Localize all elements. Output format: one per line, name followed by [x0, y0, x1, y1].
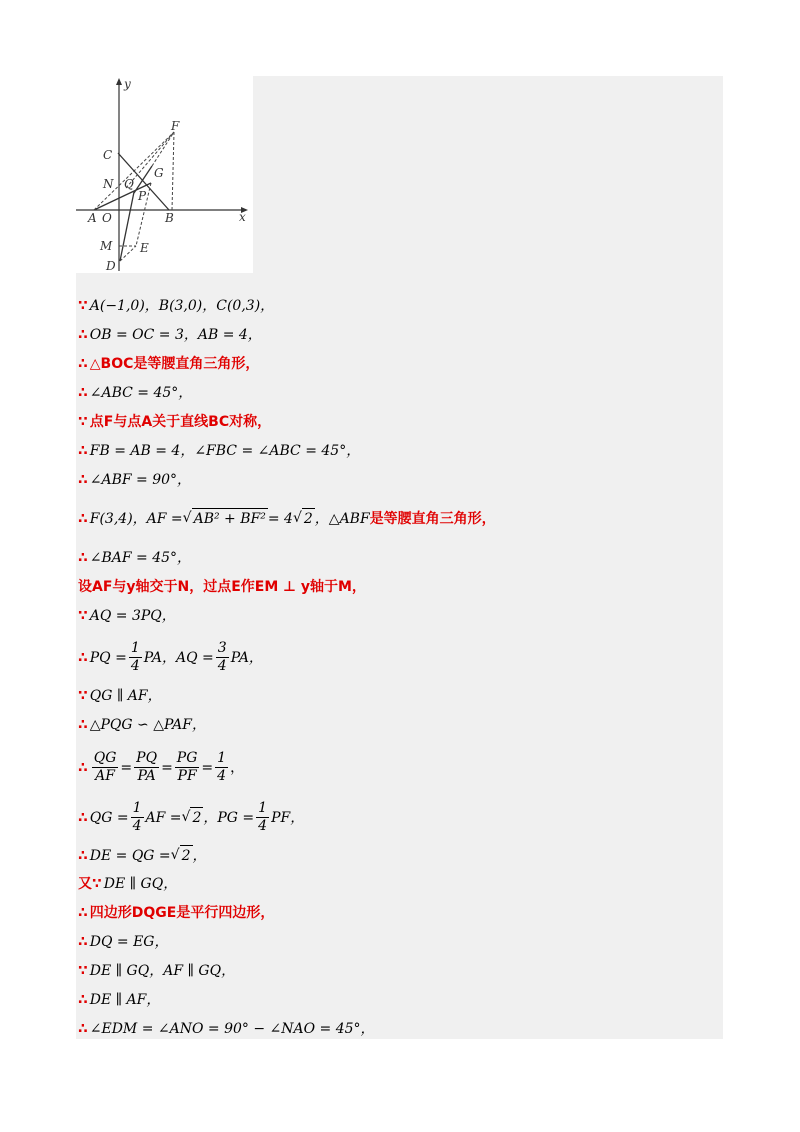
fraction: [215, 750, 228, 785]
solution-line: [78, 961, 235, 981]
line-text: ∠ABF = 90°，: [89, 472, 192, 488]
line-text: AF =: [145, 809, 182, 826]
solution-line: [78, 1019, 375, 1039]
numerator: QG: [93, 750, 117, 766]
solution-line: [78, 354, 259, 374]
line-text: ∠EDM = ∠ANO = 90° − ∠NAO = 45°，: [89, 1021, 375, 1037]
line-text: DE ∥ GQ，AF ∥ GQ，: [89, 963, 236, 979]
sqrt-expression: √ 2: [170, 847, 191, 864]
therefore-symbol: ∴: [78, 356, 88, 372]
denominator: PF: [177, 768, 197, 784]
because-symbol: ∵: [78, 608, 88, 624]
numerator: 1: [130, 640, 140, 656]
therefore-symbol: ∴: [78, 934, 88, 950]
solution-line: [78, 325, 262, 345]
solution-line: [78, 383, 192, 403]
denominator: 4: [217, 658, 227, 674]
fraction: [129, 640, 142, 675]
label-A: A: [88, 211, 97, 225]
numerator: PQ: [136, 750, 158, 766]
fraction: [134, 750, 159, 785]
line-text: DE ∥ GQ，: [103, 876, 178, 892]
therefore-symbol: ∴: [78, 992, 88, 1008]
because-symbol: ∵: [78, 298, 88, 314]
line-text: △BOC是等腰直角三角形，: [89, 356, 260, 372]
fraction: [216, 640, 229, 675]
line-text: QG =: [89, 809, 129, 826]
solution-line: [78, 606, 176, 626]
denominator: PA: [137, 768, 156, 784]
denominator: 4: [258, 818, 268, 834]
therefore-symbol: ∴: [78, 443, 88, 459]
radicand: 2: [180, 845, 193, 866]
label-x: x: [239, 210, 246, 224]
line-text: DE ∥ AF，: [89, 992, 161, 1008]
denominator: 4: [132, 818, 142, 834]
because-symbol: ∵: [78, 414, 88, 430]
solution-line: [78, 874, 177, 894]
line-text: ，PG =: [203, 809, 255, 826]
line-DQ: [120, 192, 134, 261]
therefore-symbol: ∴: [78, 905, 88, 921]
line-text: DQ = EG，: [89, 934, 169, 950]
label-E: E: [140, 241, 149, 255]
therefore-symbol: ∴: [78, 327, 88, 343]
solution-line: ∴ $\frac{QG}{AF}$ = $\frac{PQ}{PA}$ = $\frac{PG}{PF}$ = $\frac{1}{4}$ ，: [78, 750, 245, 784]
line-text: ，△ABF: [314, 510, 370, 527]
label-P: P: [138, 189, 147, 203]
numerator: PG: [176, 750, 198, 766]
sqrt-expression: √ AB² + BF²: [182, 510, 266, 527]
therefore-symbol: ∴: [78, 1021, 88, 1037]
solution-line: [78, 990, 160, 1010]
line-text: ∠BAF = 45°，: [89, 550, 192, 566]
solution-line: [78, 441, 360, 461]
denominator: 4: [130, 658, 140, 674]
line-text: 点F与点A关于直线BC对称，: [89, 414, 272, 430]
line-text: PA，: [230, 649, 263, 666]
label-M: M: [100, 239, 113, 253]
sqrt-expression: √ 2: [181, 809, 202, 826]
because-symbol: ∵: [78, 963, 88, 979]
therefore-symbol: ∴: [78, 759, 88, 776]
solution-line: [78, 577, 366, 597]
line-text: PQ =: [89, 649, 127, 666]
therefore-symbol: ∴: [78, 385, 88, 401]
label-G: G: [154, 166, 164, 180]
numerator: 1: [217, 750, 227, 766]
label-B: B: [165, 211, 174, 225]
radicand: 2: [302, 508, 315, 529]
line-text: 是等腰直角三角形，: [369, 510, 496, 527]
therefore-symbol: ∴: [78, 809, 88, 826]
fraction: [92, 750, 119, 785]
label-O: O: [102, 211, 112, 225]
label-Q: Q: [124, 177, 134, 191]
y-axis-arrow: [116, 78, 122, 85]
therefore-symbol: ∴: [78, 510, 88, 527]
solution-line: [78, 715, 206, 735]
solution-line: [78, 412, 271, 432]
geometry-figure: [76, 76, 253, 273]
because-symbol: ∵: [78, 688, 88, 704]
therefore-symbol: ∴: [78, 550, 88, 566]
label-F: F: [171, 119, 180, 133]
solution-line: [78, 548, 191, 568]
solution-line: [78, 932, 169, 952]
line-text: OB = OC = 3，AB = 4，: [89, 327, 262, 343]
label-C: C: [103, 148, 113, 162]
solution-line: [78, 800, 304, 835]
line-text: F(3,4)，AF =: [89, 510, 183, 527]
line-text: △PQG ∽ △PAF，: [89, 717, 206, 733]
dashed-FB: [172, 132, 174, 210]
solution-line: [78, 845, 207, 866]
numerator: 3: [217, 640, 227, 656]
line-text: FB = AB = 4，∠FBC = ∠ABC = 45°，: [89, 443, 361, 459]
line-text: 四边形DQGE是平行四边形，: [89, 905, 275, 921]
solution-line: [78, 296, 274, 316]
solution-line: [78, 640, 263, 675]
denominator: AF: [95, 768, 115, 784]
therefore-symbol: ∴: [78, 717, 88, 733]
line-text: 设AF与y轴交于N，过点E作EM ⊥ y轴于M，: [78, 579, 366, 595]
solution-line: [78, 903, 274, 923]
therefore-symbol: ∴: [78, 472, 88, 488]
numerator: 1: [258, 800, 268, 816]
because-symbol: 又∵: [78, 876, 102, 892]
solution-line: [78, 470, 191, 490]
label-N: N: [103, 177, 114, 191]
denominator: 4: [217, 768, 227, 784]
line-text: QG ∥ AF，: [89, 688, 162, 704]
sqrt-expression: √ 2: [292, 510, 313, 527]
line-text: AQ = 3PQ，: [89, 608, 176, 624]
label-y: y: [124, 77, 131, 91]
line-text: DE = QG =: [89, 847, 171, 864]
radicand: AB² + BF²: [192, 508, 268, 529]
fraction: [175, 750, 200, 785]
line-text: ，: [192, 847, 207, 864]
solution-line: [78, 686, 162, 706]
line-text: A(−1,0)，B(3,0)，C(0,3)，: [89, 298, 275, 314]
line-text: ∠ABC = 45°，: [89, 385, 193, 401]
therefore-symbol: ∴: [78, 649, 88, 666]
line-text: ，: [230, 759, 245, 776]
fraction: [131, 800, 144, 835]
solution-line: [78, 508, 496, 529]
dashed-GF: [152, 132, 174, 166]
therefore-symbol: ∴: [78, 847, 88, 864]
label-D: D: [106, 259, 116, 273]
numerator: 1: [132, 800, 142, 816]
radicand: 2: [190, 807, 203, 828]
fraction: [256, 800, 269, 835]
line-text: PA，AQ =: [143, 649, 214, 666]
line-text: = 4: [267, 510, 293, 527]
coordinate-diagram: [76, 76, 253, 273]
line-text: PF，: [271, 809, 305, 826]
